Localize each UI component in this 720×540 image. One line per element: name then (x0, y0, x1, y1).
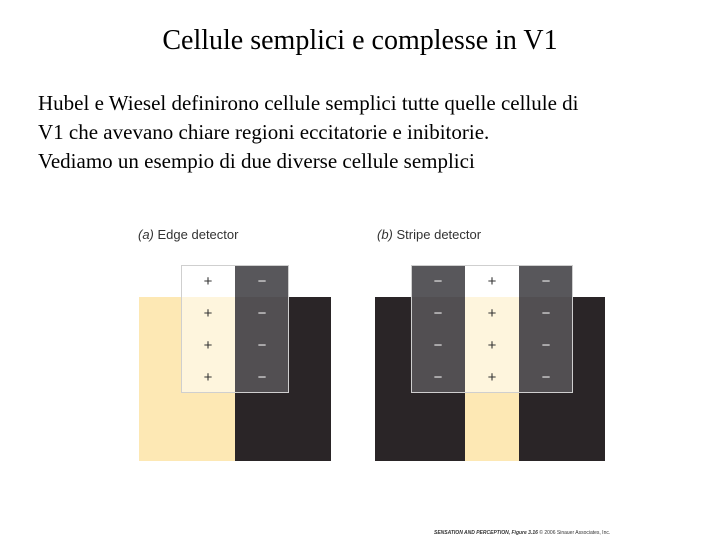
panel_b-field-cell-inhibitory: − (411, 361, 465, 393)
panel_b-field-cell-excitatory: + (465, 297, 519, 329)
panel_b-field-cell-excitatory: + (465, 361, 519, 393)
panel_b-field-cell-inhibitory: − (519, 329, 573, 361)
panel_b-field-cell-inhibitory: − (411, 329, 465, 361)
body-line-2: V1 che avevano chiare regioni eccitatorie e inibitorie. (38, 120, 490, 144)
credit-source: SENSATION AND PERCEPTION, Figure 3.16 (434, 530, 538, 536)
panel-a-title: Edge detector (157, 227, 239, 242)
panel_a-field-cell-excitatory: + (181, 297, 235, 329)
panel-a-label (138, 227, 238, 242)
panel_b-field-cell-inhibitory: − (519, 361, 573, 393)
panel_b-field-cell-inhibitory: − (519, 265, 573, 297)
panel_b-field-cell-inhibitory: − (519, 297, 573, 329)
figure-credit (434, 530, 610, 536)
panel_a-field-cell-inhibitory: − (235, 265, 289, 297)
body-text (38, 89, 698, 176)
panel_b-field-cell-inhibitory: − (411, 297, 465, 329)
credit-rights: © 2006 Sinauer Associates, Inc. (539, 530, 611, 536)
panel-b-title: Stripe detector (396, 227, 482, 242)
panel-b-tag: (b) (377, 227, 393, 242)
panel_a-field-cell-excitatory: + (181, 361, 235, 393)
slide-title: Cellule semplici e complesse in V1 (162, 25, 558, 56)
panel_a-field-cell-inhibitory: − (235, 361, 289, 393)
body-line-1: Hubel e Wiesel definirono cellule semplici tutte quelle cellule di (38, 91, 579, 115)
panel_b-field-cell-inhibitory: − (411, 265, 465, 297)
panel_b-field-cell-excitatory: + (465, 329, 519, 361)
panel_a-field-cell-excitatory: + (181, 265, 235, 297)
body-line-3: Vediamo un esempio di due diverse cellule semplici (38, 149, 475, 173)
panel_b-field-cell-excitatory: + (465, 265, 519, 297)
panel_a-field-cell-excitatory: + (181, 329, 235, 361)
panel-a-tag: (a) (138, 227, 154, 242)
panel_a-field-cell-inhibitory: − (235, 297, 289, 329)
panel-b-label (377, 227, 481, 242)
panel_a-field-cell-inhibitory: − (235, 329, 289, 361)
